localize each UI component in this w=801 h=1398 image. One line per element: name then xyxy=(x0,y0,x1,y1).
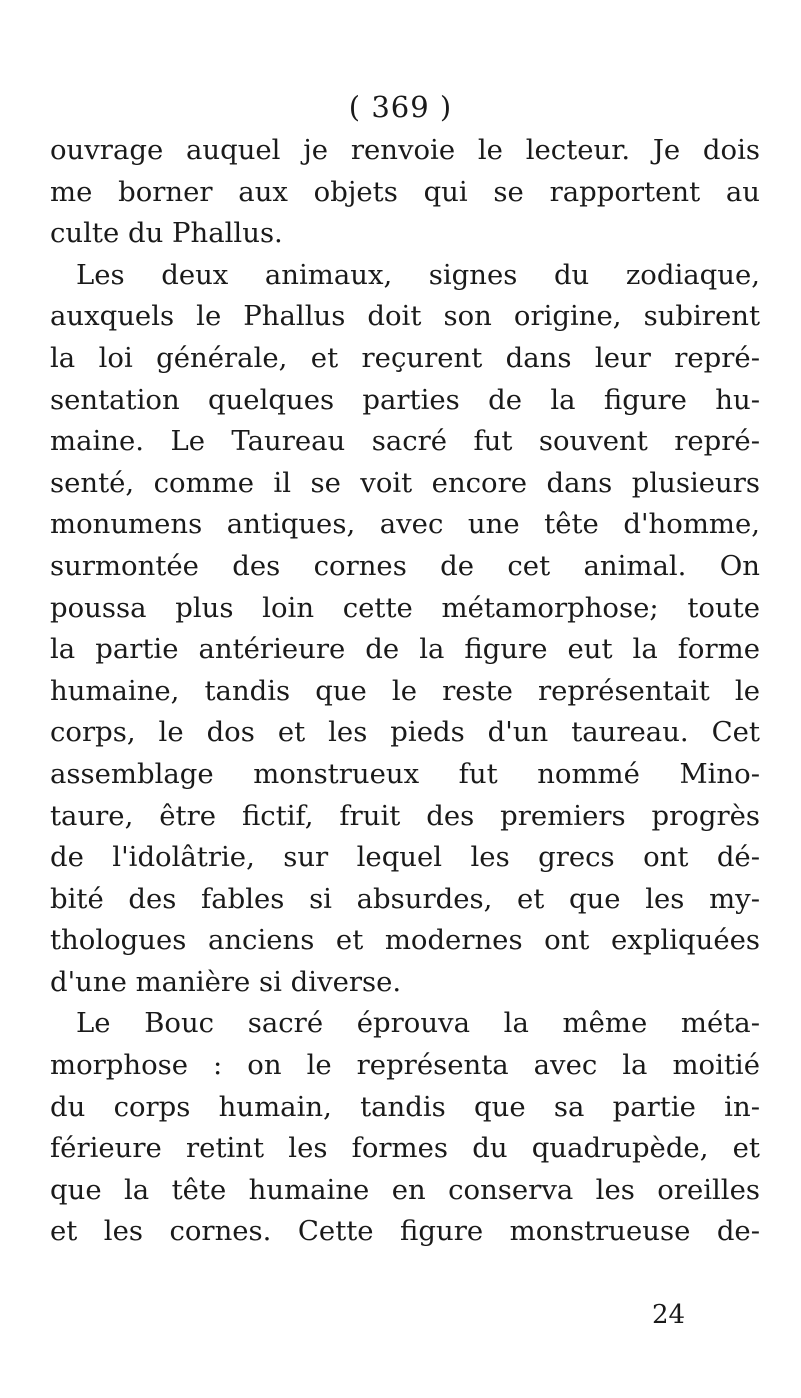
text-line: morphose : on le représenta avec la moitié xyxy=(50,1049,760,1082)
text-line: férieure retint les formes du quadrupède, et xyxy=(50,1132,760,1165)
text-line: taure, être fictif, fruit des premiers progrès xyxy=(50,799,760,832)
text-line: maine. Le Taureau sacré fut souvent repré- xyxy=(50,425,760,458)
text-line: bité des fables si absurdes, et que les my- xyxy=(50,882,760,915)
text-line: ouvrage auquel je renvoie le lecteur. Je dois xyxy=(50,134,760,166)
text-line: du corps humain, tandis que sa partie in- xyxy=(50,1090,760,1123)
text-line: humaine, tandis que le reste représentait le xyxy=(50,674,760,707)
text-line: monumens antiques, avec une tête d'homme, xyxy=(50,508,760,541)
page-number: ( 369 ) xyxy=(348,90,453,124)
text-line: sentation quelques parties de la figure hu- xyxy=(50,383,760,416)
text-line: auxquels le Phallus doit son origine, subirent xyxy=(50,300,760,333)
text-line: corps, le dos et les pieds d'un taureau. Cet xyxy=(50,716,760,749)
text-line: d'une manière si diverse. xyxy=(50,965,402,998)
text-line: Les deux animaux, signes du zodiaque, xyxy=(76,258,760,291)
text-line: que la tête humaine en conserva les oreilles xyxy=(50,1173,760,1206)
text-line: et les cornes. Cette figure monstrueuse de- xyxy=(50,1215,760,1248)
text-line: la partie antérieure de la figure eut la forme xyxy=(50,633,760,666)
text-line: surmontée des cornes de cet animal. On xyxy=(50,549,760,582)
text-line: la loi générale, et reçurent dans leur repré- xyxy=(50,341,760,374)
text-line: de l'idolâtrie, sur lequel les grecs ont dé- xyxy=(50,841,760,874)
text-line: Le Bouc sacré éprouva la même méta- xyxy=(76,1007,760,1040)
text-line: culte du Phallus. xyxy=(50,217,283,250)
text-line: assemblage monstrueux fut nommé Mino- xyxy=(50,757,760,790)
body-text xyxy=(50,130,760,1253)
text-line: thologues anciens et modernes ont expliquées xyxy=(50,924,760,957)
text-line: poussa plus loin cette métamorphose; toute xyxy=(50,591,760,624)
signature-mark: 24 xyxy=(652,1300,686,1330)
text-line: me borner aux objets qui se rapportent au xyxy=(50,175,760,208)
text-line: senté, comme il se voit encore dans plusieurs xyxy=(50,466,760,499)
